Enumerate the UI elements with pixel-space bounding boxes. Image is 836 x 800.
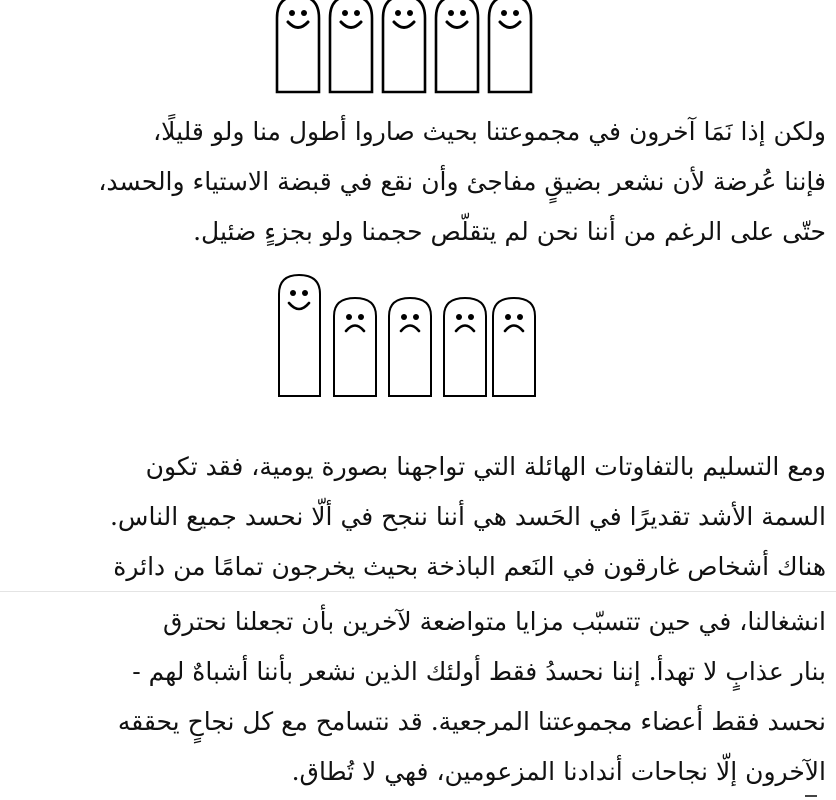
page-separator xyxy=(0,591,836,592)
text-line: ولكن إذا نَمَا آخرون في مجموعتنا بحيث صاروا أطول منا ولو قليلًا، xyxy=(153,117,826,146)
text-line: نحسد فقط أعضاء مجموعتنا المرجعية. قد نتسامح مع كل نجاحٍ يحققه xyxy=(117,707,826,736)
text-line: هناك أشخاص غارقون في النَعم الباذخة بحيث يخرجون تمامًا من دائرة xyxy=(113,552,826,581)
figure-unequal-fingers xyxy=(272,270,537,400)
paragraph-2 xyxy=(0,442,826,592)
text-line: ومع التسليم بالتفاوتات الهائلة التي تواجهنا بصورة يومية، فقد تكون xyxy=(145,452,826,481)
page-end-mark xyxy=(805,795,817,797)
figure-equal-fingers xyxy=(272,0,537,96)
text-line: فإننا عُرضة لأن نشعر بضيقٍ مفاجئ وأن نقع في قبضة الاستياء والحسد، xyxy=(98,167,826,196)
paragraph-3 xyxy=(0,597,826,797)
smiling-fingers-icon xyxy=(272,0,537,96)
text-line: بنار عذابٍ لا تهدأ. إننا نحسدُ فقط أولئك الذين نشعر بأننا أشباهٌ لهم - xyxy=(132,657,826,686)
text-line: الآخرون إلّا نجاحات أندادنا المزعومين، فهي لا تُطاق. xyxy=(291,757,826,786)
paragraph-1 xyxy=(0,107,826,257)
envy-fingers-icon xyxy=(272,270,537,400)
text-line: انشغالنا، في حين تتسبّب مزايا متواضعة لآخرين بأن تجعلنا نحترق xyxy=(162,607,826,636)
text-line: السمة الأشد تقديرًا في الحَسد هي أننا ننجح في ألّا نحسد جميع الناس. xyxy=(109,502,826,531)
text-line: حتّى على الرغم من أننا نحن لم يتقلّص حجمنا ولو بجزءٍ ضئيل. xyxy=(193,217,826,246)
